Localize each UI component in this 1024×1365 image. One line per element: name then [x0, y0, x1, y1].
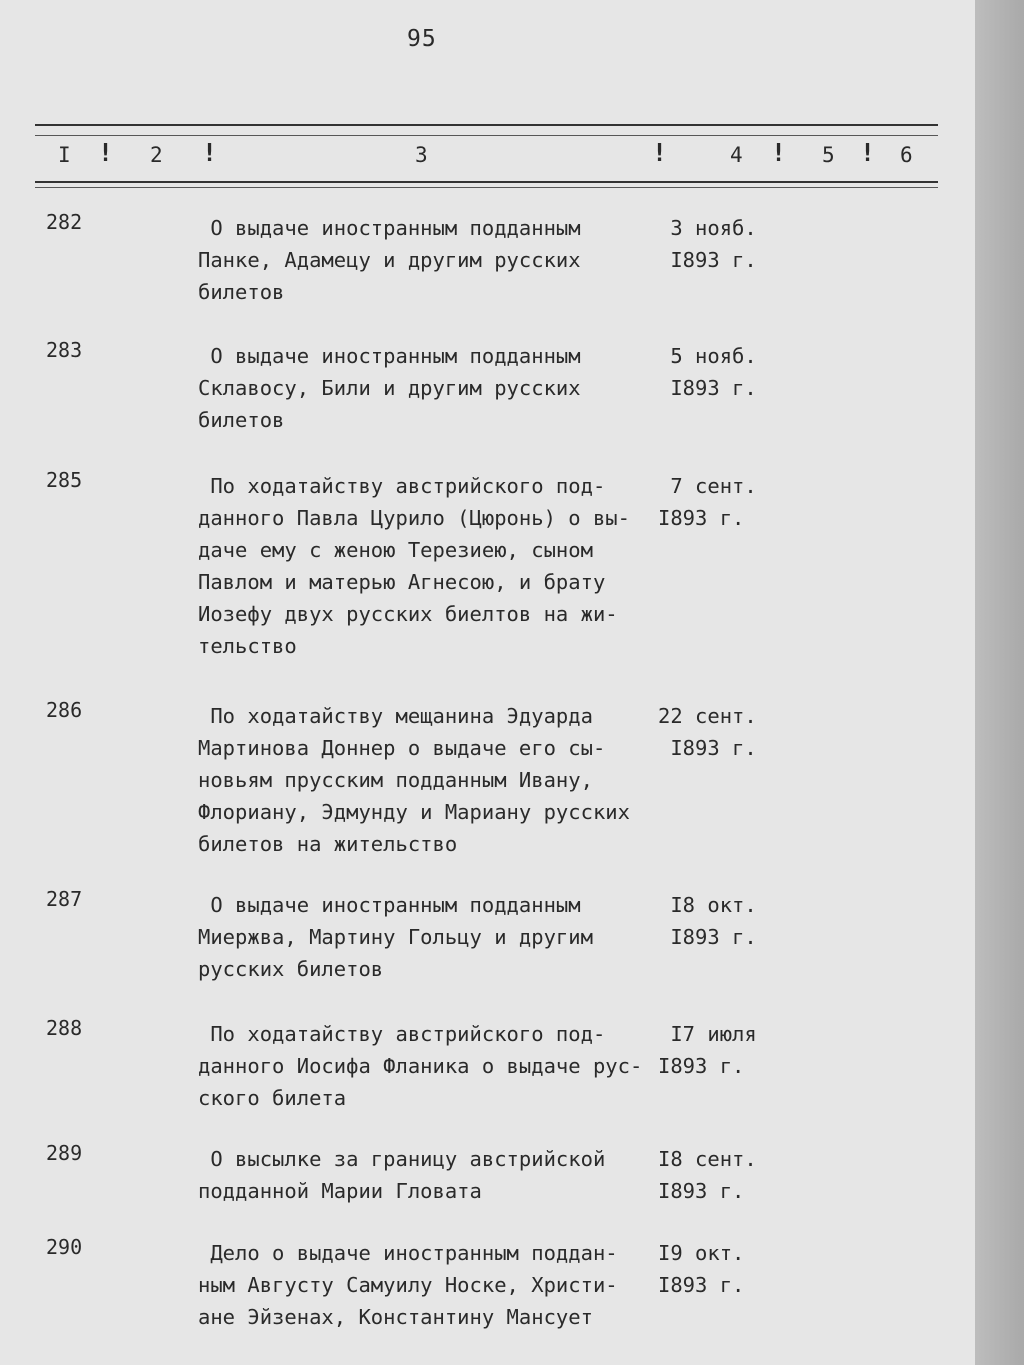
column-separator: !: [98, 138, 114, 167]
entry-title-line: подданной Марии Гловата: [198, 1179, 482, 1203]
entry-date: [658, 1018, 757, 1082]
entry-title-line: По ходатайству австрийского под-: [198, 474, 606, 498]
entry-title-line: ского билета: [198, 1086, 347, 1110]
entry-title-line: русских билетов: [198, 957, 384, 981]
entry-date: [658, 470, 757, 534]
column-header-5: 5: [822, 143, 835, 167]
entry-title-line: Панке, Адамецу и другим русских: [198, 248, 581, 272]
entry-date-line: 3 нояб.: [658, 216, 757, 240]
entry-title: [198, 889, 668, 985]
entry-number: 283: [46, 338, 83, 362]
column-header-4: 4: [730, 143, 743, 167]
entry-date: [658, 889, 757, 953]
column-separator: !: [652, 138, 668, 167]
entry-date-line: I893 г.: [658, 925, 757, 949]
entry-title-line: Склавосу, Били и другим русских: [198, 376, 581, 400]
column-separator: !: [202, 138, 218, 167]
entry-number: 289: [46, 1141, 83, 1165]
page-number: 95: [407, 26, 437, 52]
entry-title: [198, 1143, 668, 1207]
entry-title: [198, 1018, 668, 1114]
entry-date-line: 7 сент.: [658, 474, 757, 498]
entry-title-line: Дело о выдаче иностранным поддан-: [198, 1241, 618, 1265]
column-header-1: I: [58, 143, 71, 167]
entry-number: 282: [46, 210, 83, 234]
entry-title-line: О выдаче иностранным подданным: [198, 216, 581, 240]
entry-date-line: I893 г.: [658, 248, 757, 272]
entry-title: [198, 470, 668, 662]
entry-title-line: Иозефу двух русских биелтов на жи-: [198, 602, 618, 626]
entry-title-line: О выдаче иностранным подданным: [198, 893, 581, 917]
entry-date: [658, 212, 757, 276]
entry-title-line: данного Иосифа Фланика о выдаче рус-: [198, 1054, 643, 1078]
entry-date-line: I893 г.: [658, 506, 745, 530]
entry-date: [658, 1237, 744, 1301]
entry-date-line: I8 окт.: [658, 893, 757, 917]
entry-date-line: I893 г.: [658, 1054, 745, 1078]
entry-date-line: I8 сент.: [658, 1147, 757, 1171]
header-bottom-rule-thin: [35, 187, 938, 188]
entry-title: [198, 1237, 668, 1333]
entry-title-line: билетов: [198, 408, 285, 432]
entry-title: [198, 700, 668, 860]
entry-number: 290: [46, 1235, 83, 1259]
entry-title-line: Мартинова Доннер о выдаче его сы-: [198, 736, 606, 760]
header-bottom-rule: [35, 181, 938, 183]
entry-title-line: По ходатайству мещанина Эдуарда: [198, 704, 593, 728]
entry-date-line: 5 нояб.: [658, 344, 757, 368]
entry-title-line: О выдаче иностранным подданным: [198, 344, 581, 368]
entry-number: 285: [46, 468, 83, 492]
entry-date-line: I893 г.: [658, 376, 757, 400]
entry-title-line: данного Павла Цурило (Цюронь) о вы-: [198, 506, 630, 530]
column-header-3: 3: [415, 143, 428, 167]
entry-title-line: По ходатайству австрийского под-: [198, 1022, 606, 1046]
entry-date-line: I893 г.: [658, 736, 757, 760]
entry-title-line: Флориану, Эдмунду и Мариану русских: [198, 800, 630, 824]
entry-number: 286: [46, 698, 83, 722]
entry-date-line: 22 сент.: [658, 704, 757, 728]
entry-date-line: I7 июля: [658, 1022, 757, 1046]
entry-title-line: ным Августу Самуилу Носке, Христи-: [198, 1273, 618, 1297]
column-header-2: 2: [150, 143, 163, 167]
header-top-rule: [35, 124, 938, 126]
page-edge-shadow: [975, 0, 1024, 1365]
entry-title-line: Павлом и матерью Агнесою, и брату: [198, 570, 606, 594]
entry-title: [198, 212, 668, 308]
entry-date: [658, 1143, 757, 1207]
entry-title-line: тельство: [198, 634, 297, 658]
header-top-rule-thin: [35, 135, 938, 136]
entry-date-line: I893 г.: [658, 1179, 745, 1203]
entry-date: [658, 700, 757, 764]
entry-title-line: билетов на жительство: [198, 832, 458, 856]
entry-title: [198, 340, 668, 436]
entry-title-line: Миержва, Мартину Гольцу и другим: [198, 925, 593, 949]
entry-number: 287: [46, 887, 83, 911]
entry-title-line: даче ему с женою Терезиею, сыном: [198, 538, 593, 562]
entry-date-line: I9 окт.: [658, 1241, 745, 1265]
entry-date-line: I893 г.: [658, 1273, 745, 1297]
column-header-6: 6: [900, 143, 913, 167]
entry-date: [658, 340, 757, 404]
column-separator: !: [860, 138, 876, 167]
column-separator: !: [771, 138, 787, 167]
entry-title-line: новьям прусским подданным Ивану,: [198, 768, 593, 792]
entry-number: 288: [46, 1016, 83, 1040]
entry-title-line: ане Эйзенах, Константину Мансует: [198, 1305, 593, 1329]
entry-title-line: билетов: [198, 280, 285, 304]
entry-title-line: О высылке за границу австрийской: [198, 1147, 606, 1171]
